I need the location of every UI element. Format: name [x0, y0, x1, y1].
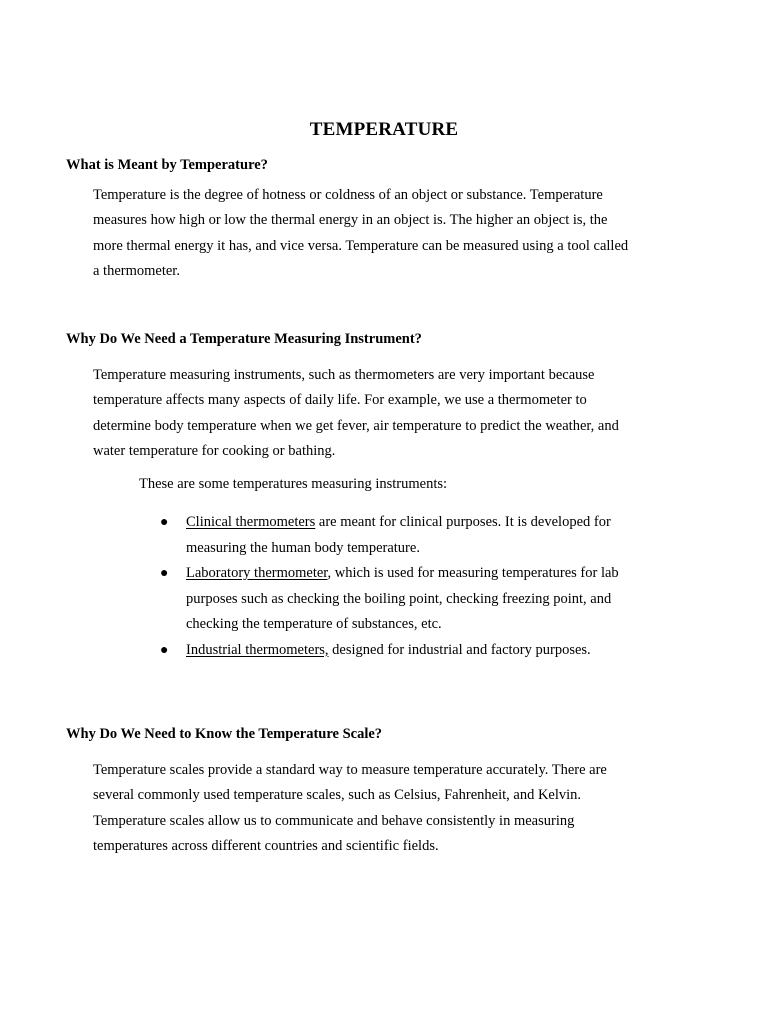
- list-item-line: purposes such as checking the boiling point, checking freezing point, and: [186, 590, 612, 607]
- paragraph-line: a thermometer.: [93, 262, 180, 279]
- term-clinical-thermometers: Clinical thermometers: [186, 514, 316, 530]
- list-item-industrial: [160, 638, 700, 664]
- paragraph-line: several commonly used temperature scales, such as Celsius, Fahrenheit, and Kelvin.: [93, 787, 582, 804]
- list-item-first-line: [186, 638, 700, 664]
- bullet-icon: ●: [160, 642, 169, 658]
- term-industrial-thermometers: Industrial thermometers,: [186, 641, 329, 658]
- list-item-first-line: [186, 561, 700, 587]
- section-heading-meaning: What is Meant by Temperature?: [66, 157, 268, 173]
- section-heading-instrument: Why Do We Need a Temperature Measuring Instrument?: [66, 331, 422, 347]
- paragraph-line: water temperature for cooking or bathing.: [93, 442, 336, 459]
- paragraph-line: Temperature is the degree of hotness or coldness of an object or substance. Temperature: [93, 187, 603, 203]
- section-paragraph-instrument: [93, 363, 693, 464]
- document-title: TEMPERATURE: [309, 119, 459, 140]
- list-item-first-line: [186, 510, 700, 536]
- section-paragraph-scale: [93, 758, 693, 859]
- paragraph-line: Temperature measuring instruments, such as thermometers are very important because: [93, 367, 595, 383]
- instrument-list: [160, 510, 700, 663]
- paragraph-line: Temperature scales allow us to communicate and behave consistently in measuring: [93, 812, 575, 829]
- bullet-icon: ●: [160, 566, 169, 581]
- paragraph-line: Temperature scales provide a standard way to measure temperature accurately. There are: [93, 762, 607, 778]
- term-laboratory-thermometer: Laboratory thermometer: [186, 565, 328, 581]
- list-item-text: designed for industrial and factory purposes.: [328, 641, 591, 658]
- paragraph-line: measures how high or low the thermal energy in an object is. The higher an object is, the: [93, 212, 608, 229]
- list-item-line: checking the temperature of substances, etc.: [186, 616, 442, 632]
- section-paragraph-meaning: [93, 183, 693, 284]
- section-heading-scale: Why Do We Need to Know the Temperature Scale?: [66, 726, 383, 742]
- list-intro: These are some temperatures measuring instruments:: [139, 476, 448, 492]
- list-item-line: measuring the human body temperature.: [186, 539, 420, 556]
- paragraph-line: more thermal energy it has, and vice versa. Temperature can be measured using a tool called: [93, 237, 629, 254]
- paragraph-line: temperature affects many aspects of daily life. For example, we use a thermometer to: [93, 392, 587, 409]
- paragraph-line: temperatures across different countries and scientific fields.: [93, 837, 439, 854]
- list-item-laboratory: [160, 561, 700, 638]
- bullet-icon: ●: [160, 515, 169, 530]
- paragraph-line: determine body temperature when we get fever, air temperature to predict the weather, and: [93, 417, 619, 434]
- list-item-text: , which is used for measuring temperatures for lab: [327, 565, 619, 581]
- list-item-clinical: [160, 510, 700, 561]
- list-item-text: are meant for clinical purposes. It is developed for: [315, 514, 611, 530]
